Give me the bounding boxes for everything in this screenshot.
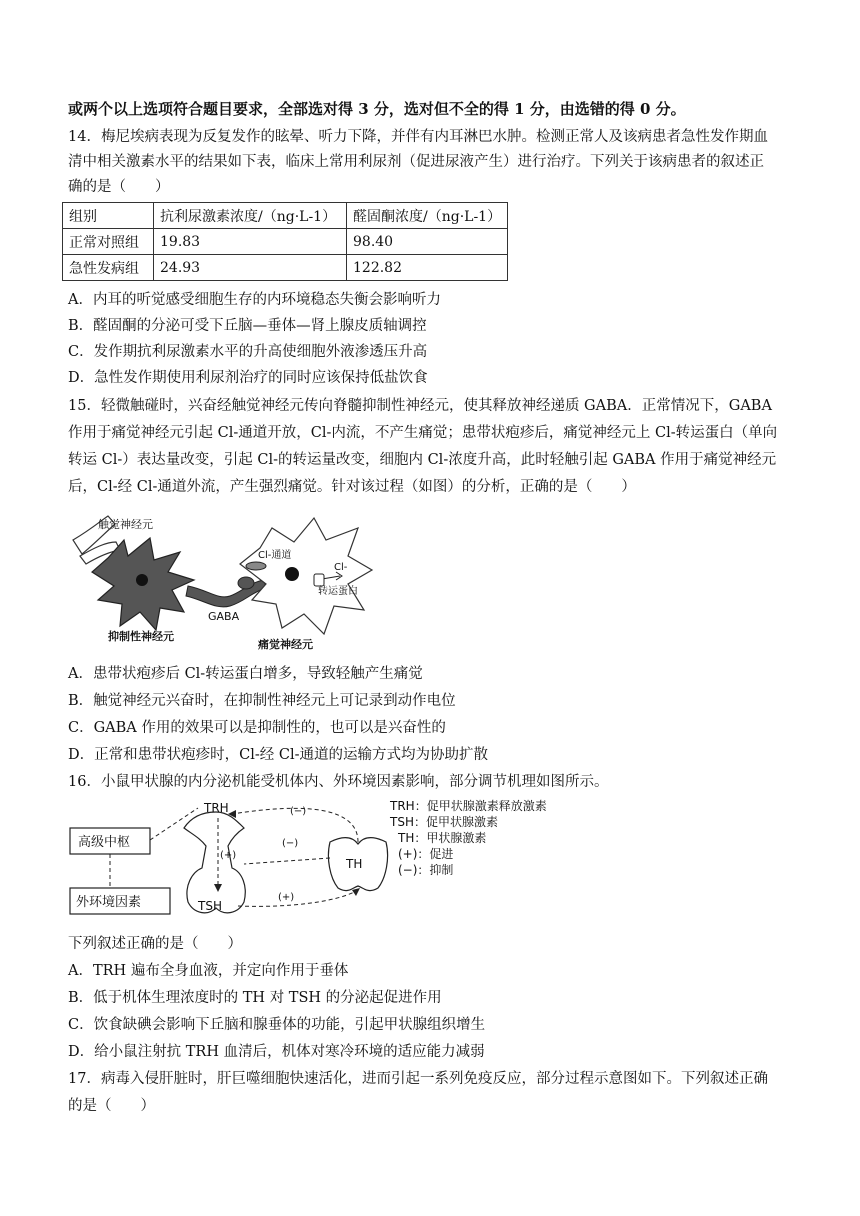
q15-option-d: D．正常和患带状疱疹时，Cl-经 Cl-通道的运输方式均为协助扩散 [68,747,488,763]
q17-stem-line-2: 的是（ ） [68,1098,155,1114]
q17-stem-line-1: 17．病毒入侵肝脏时，肝巨噬细胞快速活化，进而引起一系列免疫反应，部分过程示意图如下。下列叙述正确 [68,1071,768,1087]
section-instructions: 或两个以上选项符合题目要求，全部选对得 3 分，选对但不全的得 1 分，由选错的得 0 分。 [68,100,686,118]
q15-stem-line-1: 15．轻微触碰时，兴奋经触觉神经元传向脊髓抑制性神经元，使其释放神经递质 GABA．正常情况下，GABA [68,398,772,414]
q14-stem-line-2: 清中相关激素水平的结果如下表，临床上常用利尿剂（促进尿液产生）进行治疗。下列关于该病患者的叙述正 [68,154,764,170]
q16-option-b: B．低于机体生理浓度时的 TH 对 TSH 的分泌起促进作用 [68,990,442,1006]
thyroid-regulation-diagram [68,798,578,922]
table-cell: 正常对照组 [63,229,154,255]
transporter-label: 转运蛋白 [318,586,358,597]
legend-tsh: TSH：促甲状腺激素 [390,815,498,829]
higher-center-label: 高级中枢 [78,835,131,850]
tsh-label: TSH [198,899,222,913]
gaba-label: GABA [208,610,240,623]
table-cell: 24.93 [154,255,347,281]
pain-nucleus [285,567,299,581]
q16-option-a: A．TRH 遍布全身血液，并定向作用于垂体 [68,963,349,979]
pain-neuron-label: 痛觉神经元 [258,638,313,651]
neuron-diagram [68,508,380,654]
external-factors-label: 外环境因素 [76,895,142,910]
q14-option-a: A．内耳的听觉感受细胞生存的内环境稳态失衡会影响听力 [68,292,441,308]
q14-option-b: B．醛固酮的分泌可受下丘脑—垂体—肾上腺皮质轴调控 [68,318,427,334]
table-header: 抗利尿激素浓度/（ng·L-1） [154,203,347,229]
th-label: TH [346,857,363,871]
table-cell: 122.82 [347,255,508,281]
legend-th: TH：甲状腺激素 [398,831,487,845]
q15-option-a: A．患带状疱疹后 Cl-转运蛋白增多，导致轻触产生痛觉 [68,666,423,682]
legend-plus: (+)：促进 [398,847,454,861]
legend-trh: TRH：促甲状腺激素释放激素 [390,799,547,813]
inhibitory-neuron-label: 抑制性神经元 [108,630,174,643]
minus-label: (−) [282,838,299,849]
minus-label: (−) [290,806,307,817]
q14-option-d: D．急性发作期使用利尿剂治疗的同时应该保持低盐饮食 [68,370,428,386]
table-header: 醛固酮浓度/（ng·L-1） [347,203,508,229]
q16-stem: 16．小鼠甲状腺的内分泌机能受机体内、外环境因素影响，部分调节机理如图所示。 [68,774,609,790]
q14-option-c: C．发作期抗利尿激素水平的升高使细胞外液渗透压升高 [68,344,428,360]
touch-neuron-label: 触觉神经元 [98,518,153,531]
table-row [63,255,508,281]
inhibitory-nucleus [136,574,148,586]
q15-option-c: C．GABA 作用的效果可以是抑制性的，也可以是兴奋性的 [68,720,446,736]
q14-stem-line-3: 确的是（ ） [68,179,170,195]
q15-stem-line-2: 作用于痛觉神经元引起 Cl-通道开放，Cl-内流，不产生痛觉；患带状疱疹后，痛觉神经元上 Cl-转运蛋白（单向 [68,425,778,441]
q16-option-d: D．给小鼠注射抗 TRH 血清后，机体对寒冷环境的适应能力减弱 [68,1044,485,1060]
q16-question: 下列叙述正确的是（ ） [68,936,242,952]
table-header-row [63,203,508,229]
q15-stem-line-4: 后，Cl-经 Cl-通道外流，产生强烈痛觉。针对该过程（如图）的分析，正确的是（ ） [68,479,636,495]
q15-stem-line-3: 转运 Cl-）表达量改变，引起 Cl-的转运量改变，细胞内 Cl-浓度升高，此时轻触引起 GABA 作用于痛觉神经元 [68,452,777,468]
table-cell: 98.40 [347,229,508,255]
table-row [63,229,508,255]
table-header: 组别 [63,203,154,229]
q16-option-c: C．饮食缺碘会影响下丘脑和腺垂体的功能，引起甲状腺组织增生 [68,1017,486,1033]
channel-label: Cl-通道 [258,550,292,561]
hormone-table [62,202,508,281]
table-cell: 19.83 [154,229,347,255]
table-cell: 急性发病组 [63,255,154,281]
trh-label: TRH [204,801,229,815]
plus-label: (+) [278,892,295,903]
plus-label: (+) [220,850,237,861]
legend-minus: (−)：抑制 [398,863,454,877]
cl-channel [246,562,266,570]
q14-stem-line-1: 14．梅尼埃病表现为反复发作的眩晕、听力下降，并伴有内耳淋巴水肿。检测正常人及该病患者急性发作期血 [68,129,768,145]
q15-option-b: B．触觉神经元兴奋时，在抑制性神经元上可记录到动作电位 [68,693,456,709]
ion-label: Cl- [334,562,348,573]
